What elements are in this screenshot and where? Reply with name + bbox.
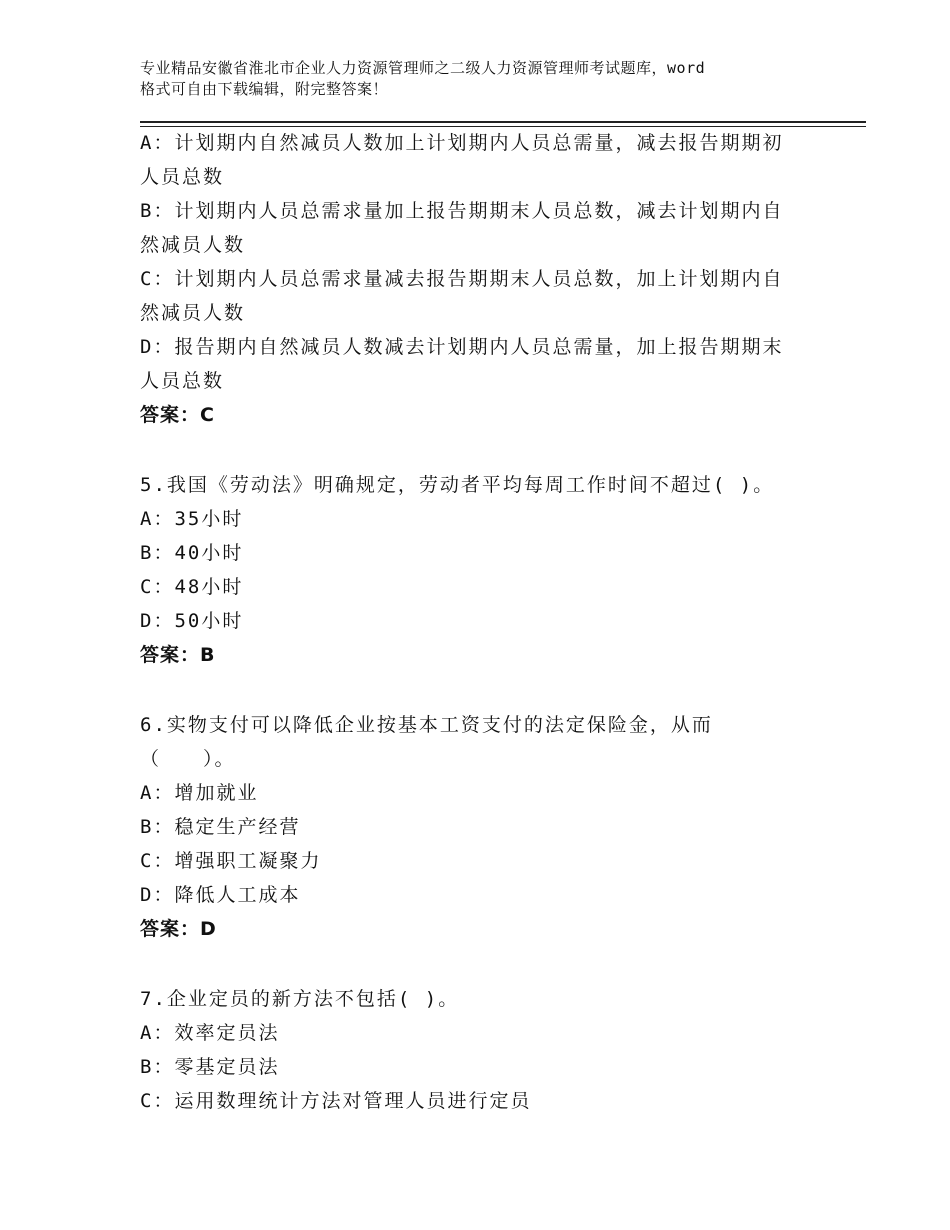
option-a: A：效率定员法 <box>140 1022 280 1044</box>
option-d: D：降低人工成本 <box>140 884 301 906</box>
option-d-line-1: D：报告期内自然减员人数减去计划期内人员总需量，加上报告期期末 <box>140 336 784 358</box>
option-b: B：零基定员法 <box>140 1056 280 1078</box>
option-a: A：增加就业 <box>140 782 259 804</box>
question-6 <box>140 708 840 946</box>
option-c: C：增强职工凝聚力 <box>140 850 322 872</box>
option-b: B：稳定生产经营 <box>140 816 301 838</box>
header-line-1: 专业精品安徽省淮北市企业人力资源管理师之二级人力资源管理师考试题库，word <box>140 59 706 77</box>
answer-label: 答案：C <box>140 404 215 426</box>
option-a: A：35小时 <box>140 508 244 530</box>
option-c: C：48小时 <box>140 576 244 598</box>
spacer <box>140 672 840 708</box>
header-rule-thick <box>140 121 866 123</box>
option-a-line-2: 人员总数 <box>140 166 225 188</box>
option-c-line-2: 然减员人数 <box>140 302 246 324</box>
header-line-2: 格式可自由下载编辑，附完整答案！ <box>140 80 389 98</box>
option-d: D：50小时 <box>140 610 244 632</box>
option-d-line-2: 人员总数 <box>140 370 225 392</box>
question-stem-line-2: （ ）。 <box>140 748 236 770</box>
option-b-line-1: B：计划期内人员总需求量加上报告期期末人员总数，减去计划期内自 <box>140 200 784 222</box>
question-7 <box>140 982 840 1118</box>
spacer <box>140 432 840 468</box>
option-b-line-2: 然减员人数 <box>140 234 246 256</box>
question-stem: 5.我国《劳动法》明确规定，劳动者平均每周工作时间不超过( )。 <box>140 474 775 496</box>
question-5 <box>140 468 840 672</box>
option-c-line-1: C：计划期内人员总需求量减去报告期期末人员总数，加上计划期内自 <box>140 268 784 290</box>
question-stem: 7.企业定员的新方法不包括( )。 <box>140 988 460 1010</box>
spacer <box>140 946 840 982</box>
question-list <box>140 126 840 1118</box>
answer-label: 答案：B <box>140 644 216 666</box>
option-b: B：40小时 <box>140 542 244 564</box>
question-prev <box>140 126 840 432</box>
option-c: C：运用数理统计方法对管理人员进行定员 <box>140 1090 532 1112</box>
question-stem-line-1: 6.实物支付可以降低企业按基本工资支付的法定保险金，从而 <box>140 714 713 736</box>
answer-label: 答案：D <box>140 918 217 940</box>
document-header <box>140 58 840 100</box>
option-a-line-1: A：计划期内自然减员人数加上计划期内人员总需量，减去报告期期初 <box>140 132 784 154</box>
